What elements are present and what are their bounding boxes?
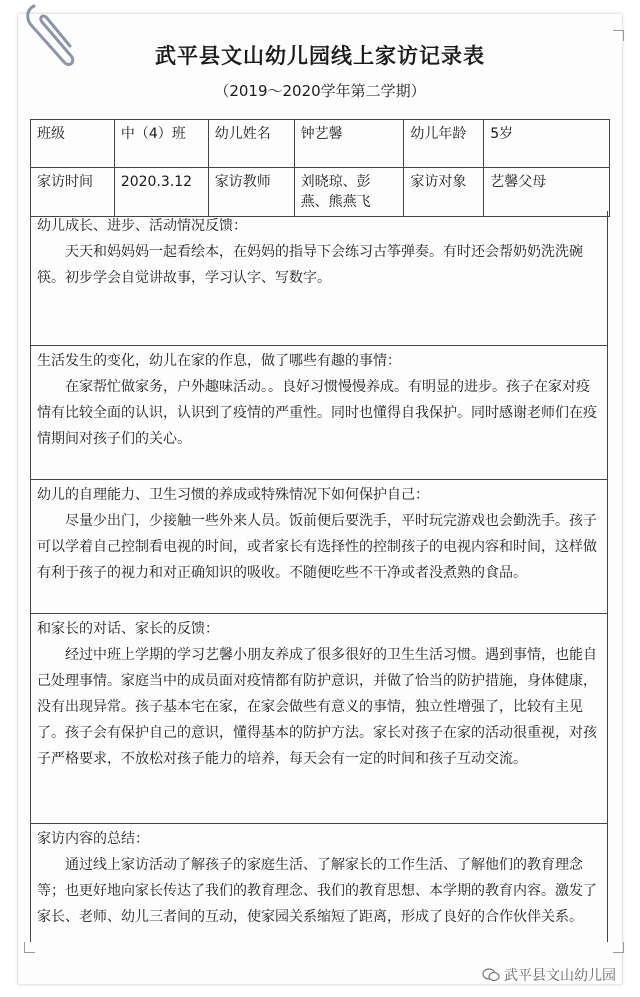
- class-label: 班级: [31, 120, 115, 168]
- age-label: 幼儿年龄: [404, 120, 484, 168]
- target-label: 家访对象: [404, 168, 484, 217]
- watermark: [482, 965, 616, 985]
- target-value: 艺馨父母: [484, 168, 610, 217]
- document-title: 武平县文山幼儿园线上家访记录表: [155, 44, 485, 68]
- child-name-value: 钟艺馨: [294, 120, 404, 168]
- corner-mark: [613, 942, 624, 953]
- section-heading: 和家长的对话、家长的反馈：: [37, 621, 219, 637]
- table-row: [31, 168, 610, 217]
- section-body: 在家帮忙做家务，户外趣味活动。。良好习惯慢慢养成。有明显的进步。孩子在家对疫情有比较全面的认识，认识到了疫情的严重性。同时也懂得自我保护。同时感谢老师们在疫情期间对孩子们的关心。: [37, 379, 597, 447]
- teacher-label: 家访教师: [208, 168, 294, 217]
- section-heading: 幼儿的自理能力、卫生习惯的养成或特殊情况下如何保护自己：: [37, 487, 429, 503]
- wechat-icon: [482, 968, 500, 982]
- section-heading: 家访内容的总结：: [37, 831, 149, 847]
- watermark-text: 武平县文山幼儿园: [504, 968, 616, 984]
- child-name-label: 幼儿姓名: [208, 120, 294, 168]
- age-value: 5岁: [484, 120, 610, 168]
- table-row: [31, 120, 610, 168]
- section-body: 通过线上家访活动了解孩子的家庭生活、了解家长的工作生活、了解他们的教育理念等；也更好地向家长传达了我们的教育理念、我们的教育思想、本学期的教育内容。激发了家长、老师、幼儿三者间的互动，使家园关系缩短了距离，形成了良好的合作伙伴关系。: [37, 857, 597, 925]
- section-growth-feedback: [30, 211, 608, 346]
- info-table: [30, 119, 610, 217]
- document-subtitle: （2019～2020学年第二学期）: [214, 82, 426, 100]
- section-life-changes: [30, 346, 608, 480]
- section-heading: 生活发生的变化，幼儿在家的作息，做了哪些有趣的事情：: [37, 353, 401, 369]
- section-body: 经过中班上学期的学习艺馨小朋友养成了很多很好的卫生生活习惯。遇到事情，也能自己处理事情。家庭当中的成员面对疫情都有防护意识，并做了恰当的防护措施，身体健康，没有出现异常。孩子基本宅在家，在家会做些有意义的事情，独立性增强了，比较有主见了。孩子会有保护自己的意识，懂得基本的防护方法。家长对孩子在家的活动很重视，对孩子严格要求，不放松对孩子能力的培养，每天会有一定的时间和孩子互动交流。: [37, 647, 597, 767]
- section-summary: [30, 824, 608, 942]
- section-body: 天天和妈妈妈一起看绘本，在妈妈的指导下会练习古筝弹奏。有时还会帮奶奶洗洗碗筷。初步学会自觉讲故事，学习认字、写数字。: [37, 244, 583, 286]
- corner-mark: [24, 942, 35, 953]
- section-body: 尽量少出门，少接触一些外来人员。饭前便后要洗手，平时玩完游戏也会勤洗手。孩子可以学着自己控制看电视的时间，或者家长有选择性的控制孩子的电视内容和时间，这样做有利于孩子的视力和对正确知识的吸收。不随便吃些不干净或者没煮熟的食品。: [37, 513, 597, 581]
- section-heading: 幼儿成长、进步、活动情况反馈：: [37, 218, 247, 234]
- visit-time-label: 家访时间: [31, 168, 115, 217]
- class-value: 中（4）班: [114, 120, 208, 168]
- visit-time-value: 2020.3.12: [114, 168, 208, 217]
- teacher-value: 刘晓琼、彭燕、熊燕飞: [294, 168, 404, 217]
- section-parent-dialogue: [30, 614, 608, 824]
- section-self-care: [30, 480, 608, 614]
